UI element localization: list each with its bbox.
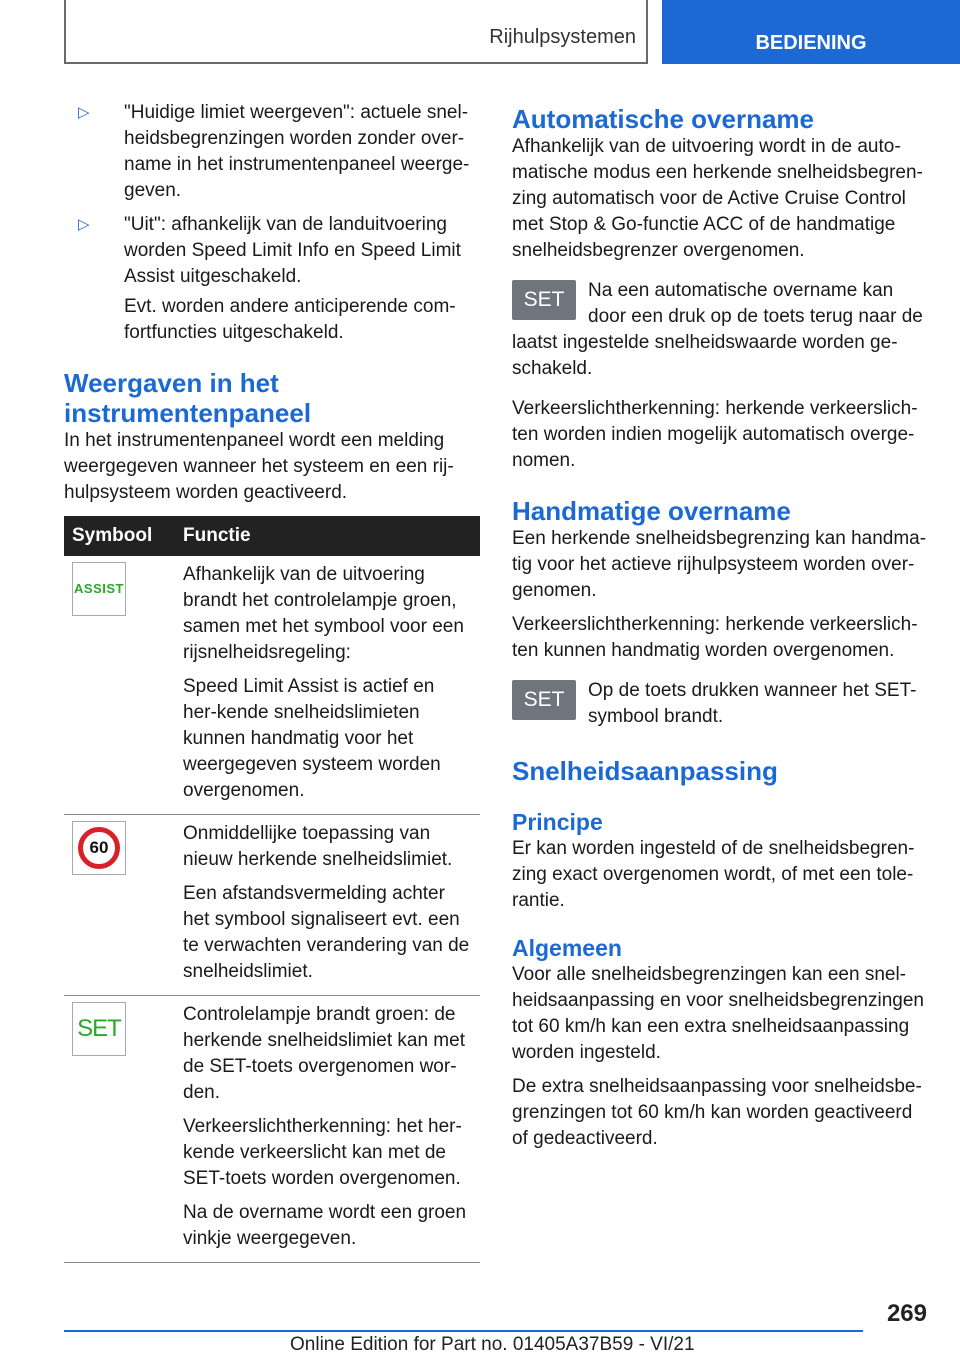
auto-set-note — [512, 278, 927, 382]
table-header-function: Functie — [175, 516, 480, 556]
table-row — [64, 556, 480, 815]
right-column — [512, 100, 927, 1152]
section-heading-adaptation: Snelheidsaanpassing — [512, 756, 778, 786]
section-heading-auto: Automatische overname — [512, 104, 814, 134]
function-cell — [175, 996, 480, 1263]
triangle-bullet-icon: ▷ — [78, 104, 90, 121]
bullet-text: "Huidige limiet weergeven": actuele snel-heidsbegrenzingen worden zonder over-name in het instrumentenpaneel weerge-geven. — [124, 102, 470, 201]
section-heading-manual: Handmatige overname — [512, 496, 791, 526]
manual-set-text: Op de toets drukken wanneer het SET-symbool brandt. — [588, 680, 917, 727]
footer-edition: Online Edition for Part no. 01405A37B59 - VI/21 — [290, 1334, 695, 1355]
triangle-bullet-icon: ▷ — [78, 216, 90, 233]
general-paragraph: Voor alle snelheidsbegrenzingen kan een snel-heidsaanpassing en voor snelheidsbegrenzingen tot 60 km/h kan een extra snelheidsaanpassing worden ingesteld. — [512, 964, 924, 1063]
displays-intro: In het instrumentenpaneel wordt een melding weergegeven wanneer het systeem en een rij-hulpsysteem worden geactiveerd. — [64, 430, 454, 503]
function-text: Onmiddellijke toepassing van nieuw herkende snelheidslimiet. — [183, 823, 453, 870]
table-header-row — [64, 516, 480, 556]
symbol-cell — [64, 556, 175, 815]
left-column — [64, 100, 480, 1263]
function-text: Speed Limit Assist is actief en her-kende snelheidslimieten kunnen handmatig voor het weergegeven systeem worden overgenomen. — [183, 676, 441, 801]
bullet-subtext: Evt. worden andere anticiperende com-fortfuncties uitgeschakeld. — [124, 296, 456, 343]
section-heading-displays: Weergaven in het instrumentenpaneel — [64, 368, 312, 428]
function-text: Afhankelijk van de uitvoering brandt het controlelampje groen, samen met het symbool voor een rijsnelheidsregeling: — [183, 564, 464, 663]
set-button-icon: SET — [512, 680, 576, 720]
auto-paragraph: Afhankelijk van de uitvoering wordt in de auto-matische modus een herkende snelheidsbegren-zing automatisch voor de Active Cruise Control met Stop & Go-functie ACC of de handmatige snelheidsbegrenzer overgenomen. — [512, 136, 923, 261]
manual-paragraph: Een herkende snelheidsbegrenzing kan handma-tig voor het actieve rijhulpsysteem worden over-genomen. — [512, 528, 927, 601]
set-indicator-icon: SET — [72, 1002, 126, 1056]
speed-limit-sign-icon: 60 — [72, 821, 126, 875]
function-text: Na de overname wordt een groen vinkje weergegeven. — [183, 1202, 467, 1249]
manual-set-note — [512, 678, 927, 730]
auto-traffic-light-text: Verkeerslichtherkenning: herkende verkeerslich-ten worden indien mogelijk automatisch overge-nomen. — [512, 398, 918, 471]
bullet-item — [64, 212, 480, 290]
symbol-table — [64, 516, 480, 1263]
function-text: Controlelampje brandt groen: de herkende snelheidslimiet kan met de SET-toets overgenomen wor-den. — [183, 1004, 465, 1103]
function-cell — [175, 815, 480, 996]
bullet-text: "Uit": afhankelijk van de landuitvoering worden Speed Limit Info en Speed Limit Assist uitgeschakeld. — [124, 214, 461, 287]
table-header-symbol: Symbool — [64, 516, 175, 556]
set-button-icon: SET — [512, 280, 576, 320]
auto-set-text: Na een automatische overname kan door een druk op de toets terug naar de laatst ingestelde snelheidswaarde worden ge-schakeld. — [512, 280, 923, 379]
function-cell — [175, 556, 480, 815]
header-bar — [64, 0, 648, 64]
subheading-general: Algemeen — [512, 935, 622, 961]
page-number: 269 — [886, 1300, 927, 1327]
principle-paragraph: Er kan worden ingesteld of de snelheidsbegren-zing exact overgenomen wordt, of met een tole-rantie. — [512, 838, 915, 911]
footer-divider — [64, 1330, 863, 1332]
assist-icon: ASSIST — [72, 562, 126, 616]
header-section-title: Rijhulpsystemen — [489, 26, 636, 48]
general-paragraph: De extra snelheidsaanpassing voor snelheidsbe-grenzingen tot 60 km/h kan worden geactiveerd of gedeactiveerd. — [512, 1076, 922, 1149]
function-text: Verkeerslichtherkenning: het her-kende verkeerslicht kan met de SET-toets worden overgenomen. — [183, 1116, 462, 1189]
header-chapter-tab: BEDIENING — [662, 0, 960, 64]
symbol-cell — [64, 815, 175, 996]
subheading-principle: Principe — [512, 809, 603, 835]
symbol-cell — [64, 996, 175, 1263]
function-text: Een afstandsvermelding achter het symbool signaliseert evt. een te verwachten verandering van de snelheidslimiet. — [183, 883, 470, 982]
table-row — [64, 815, 480, 996]
manual-traffic-light-text: Verkeerslichtherkenning: herkende verkeerslich-ten kunnen handmatig worden overgenomen. — [512, 614, 918, 661]
bullet-item — [64, 100, 480, 204]
table-row — [64, 996, 480, 1263]
